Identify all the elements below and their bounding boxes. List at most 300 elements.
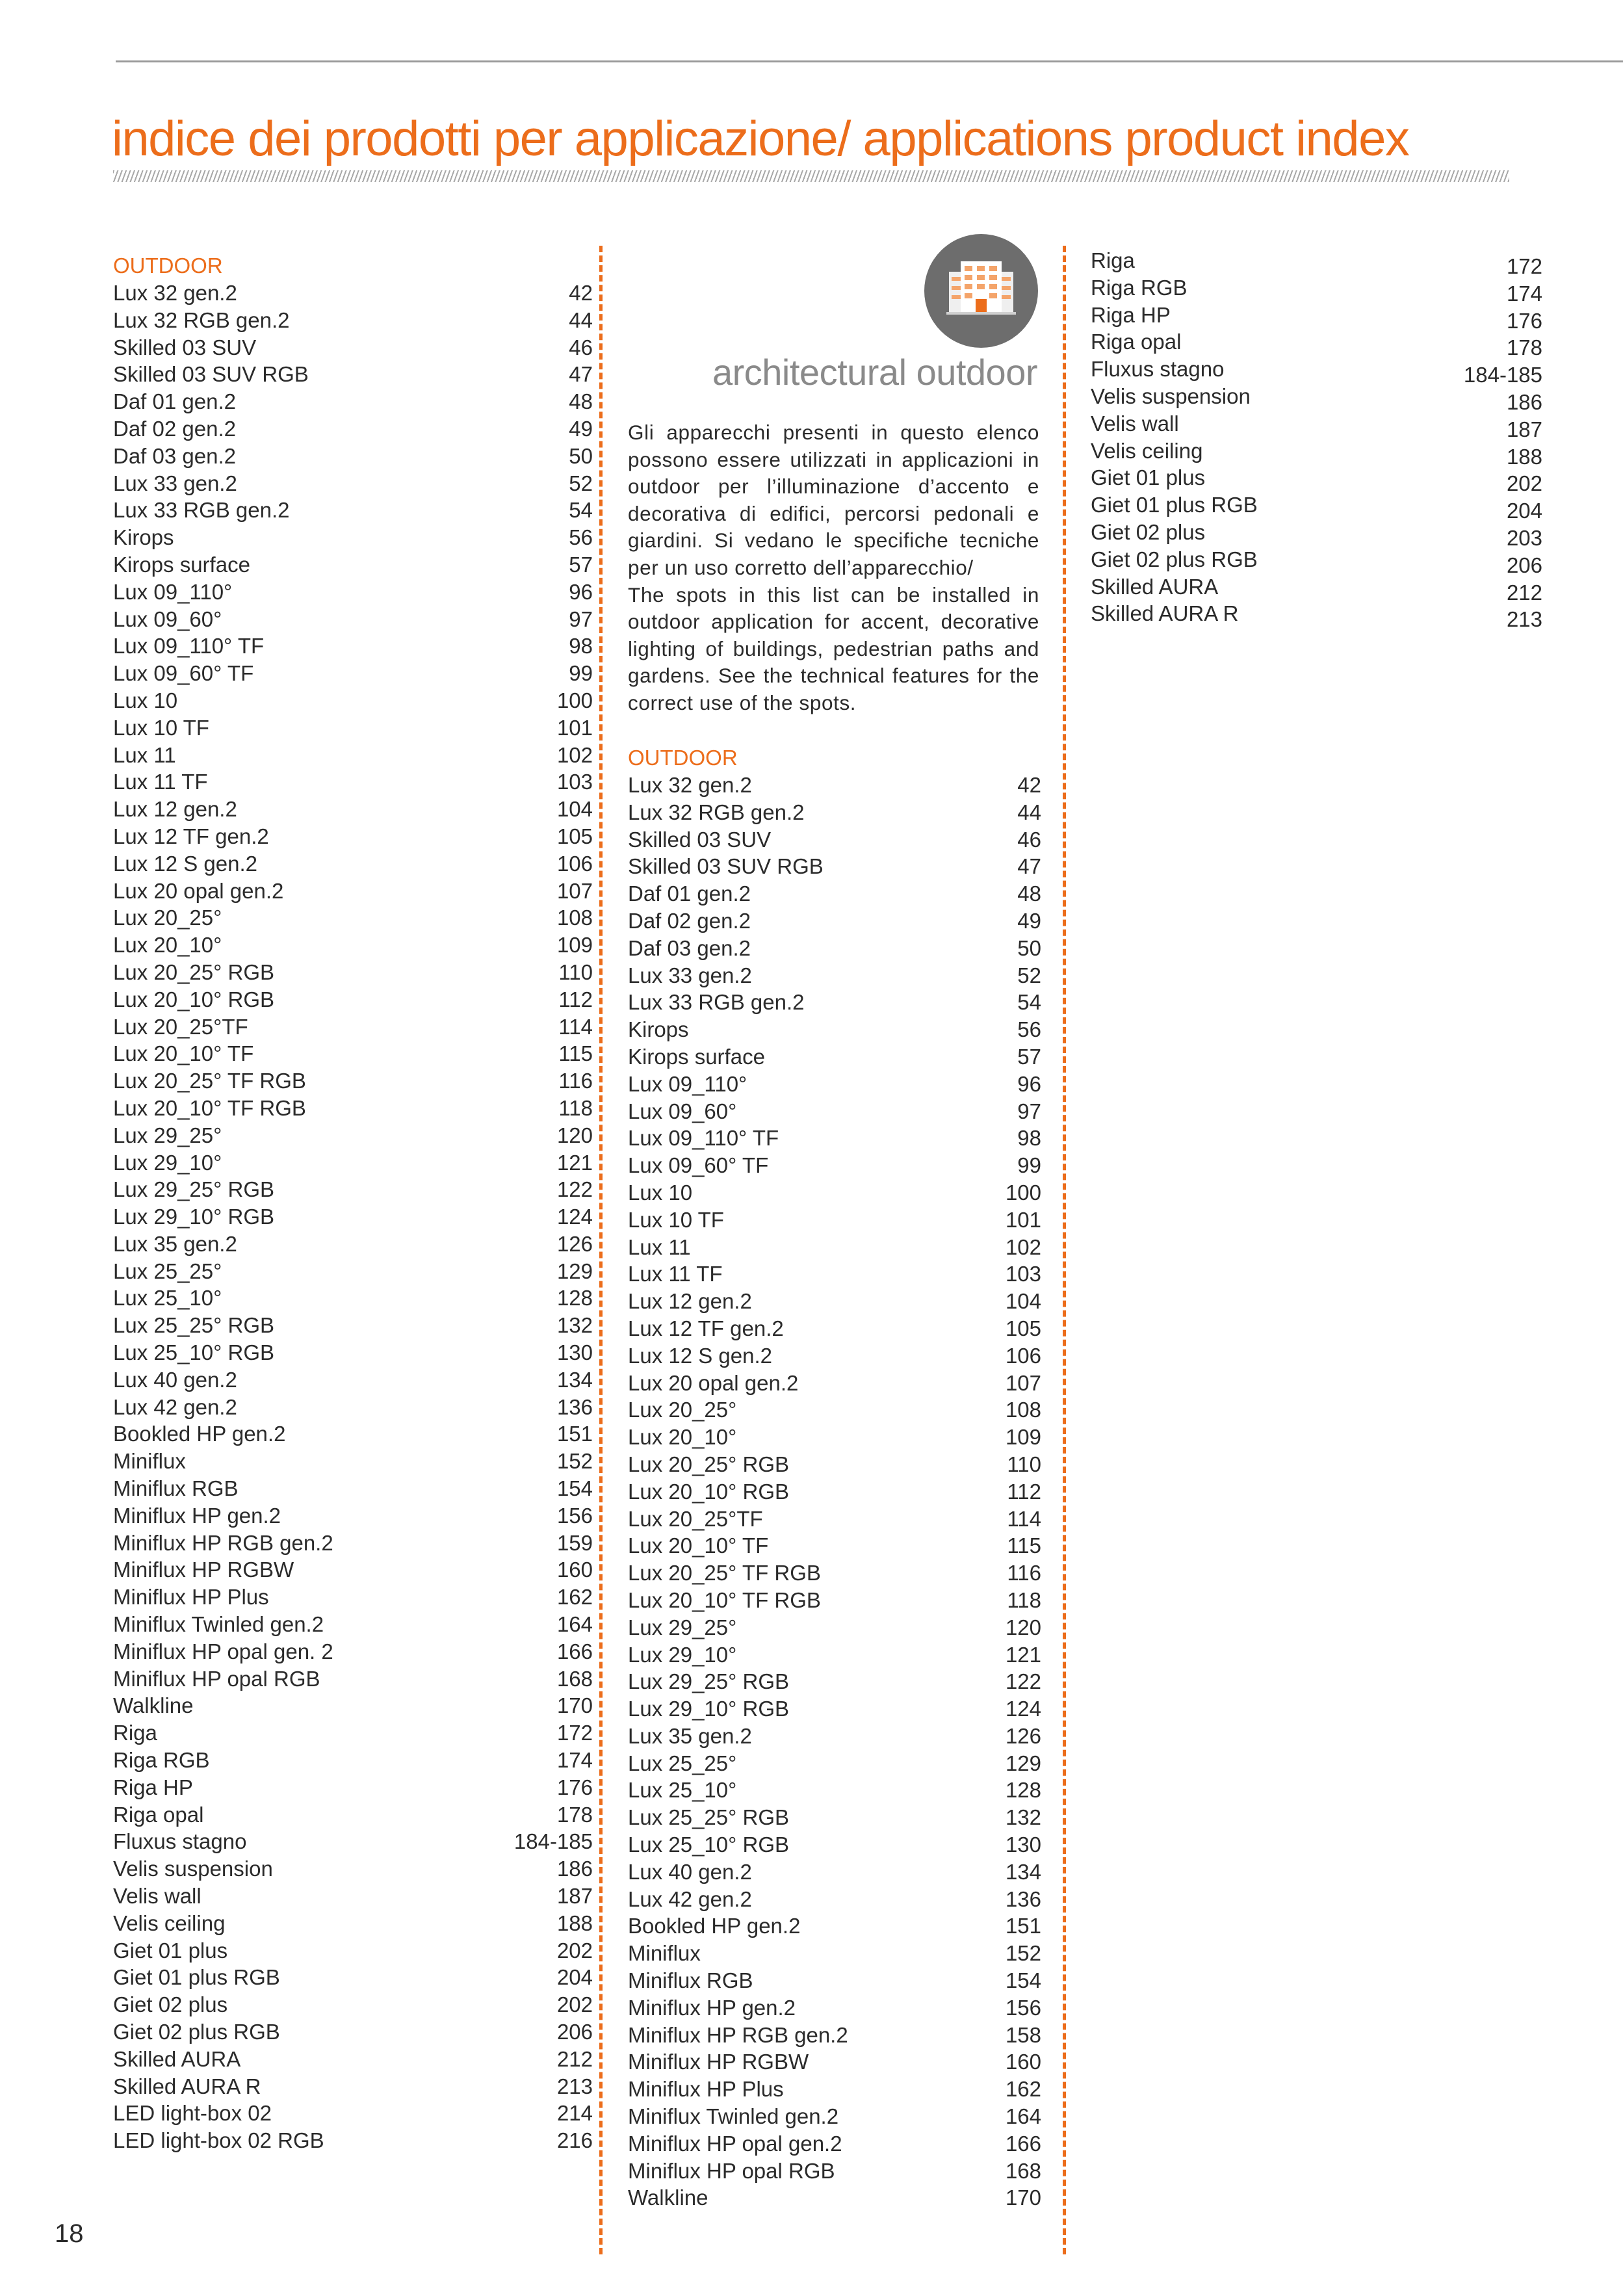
list-item [628, 1804, 1041, 1831]
page-ref: 160 [556, 1558, 593, 1582]
list-item [113, 497, 593, 524]
page-ref: 50 [569, 443, 593, 468]
product-name: Miniflux HP RGB gen.2 [628, 2022, 848, 2047]
product-name: Lux 20_25° TF RGB [628, 1561, 821, 1585]
list-item [113, 633, 593, 660]
list-item [113, 714, 593, 742]
intro-paragraph [628, 419, 1039, 717]
product-name: Lux 10 TF [113, 715, 209, 740]
section-title-outdoor: OUTDOOR [628, 746, 738, 770]
list-item [628, 1641, 1041, 1669]
product-name: Daf 02 gen.2 [113, 416, 236, 441]
list-item [628, 1859, 1041, 1886]
product-name: Skilled 03 SUV [113, 335, 257, 359]
page-ref: 103 [556, 770, 593, 794]
list-item [113, 1312, 593, 1339]
product-name: Miniflux HP opal gen.2 [628, 2131, 842, 2156]
page-ref: 109 [1005, 1425, 1041, 1450]
page-ref: 186 [556, 1857, 593, 1881]
product-name: Lux 10 [628, 1180, 693, 1205]
list-item [1091, 573, 1542, 605]
page-ref: 158 [1005, 2022, 1041, 2047]
top-rule [116, 60, 1623, 62]
list-item [628, 1098, 1041, 1125]
product-name: Lux 25_10° RGB [113, 1340, 275, 1365]
page-ref: 105 [556, 824, 593, 848]
list-item [1091, 519, 1542, 550]
list-item [1091, 302, 1542, 333]
page-ref: 110 [1007, 1452, 1041, 1476]
product-name: Miniflux Twinled gen.2 [628, 2104, 839, 2129]
product-name: Miniflux HP gen.2 [113, 1503, 281, 1528]
page-ref: 100 [1005, 1180, 1041, 1205]
product-name: Lux 20_25°TF [628, 1506, 763, 1531]
page-ref: 48 [569, 389, 593, 414]
product-name: Lux 12 S gen.2 [628, 1343, 773, 1368]
list-item [113, 1964, 593, 1991]
list-item [113, 1040, 593, 1067]
product-name: Lux 29_10° [628, 1642, 737, 1667]
list-item [113, 1638, 593, 1665]
building-icon [924, 234, 1038, 348]
list-item [628, 1016, 1041, 1043]
list-item [113, 1067, 593, 1095]
product-name: Lux 11 [628, 1234, 691, 1259]
page-ref: 172 [556, 1721, 593, 1745]
page-ref: 136 [1005, 1886, 1041, 1911]
list-item [113, 280, 593, 307]
intro-text-english: The spots in this list can be installed in outdoor application for accent, decorative lighting of buildings, pedestrian paths and gardens. See the technical features for the correct use of the spots. [628, 582, 1039, 714]
page-ref: 124 [556, 1205, 593, 1229]
page-ref: 96 [1017, 1071, 1041, 1096]
list-item [113, 768, 593, 796]
product-name: Miniflux HP opal gen. 2 [113, 1639, 333, 1663]
page-ref: 99 [569, 661, 593, 686]
page-ref: 97 [1017, 1099, 1041, 1123]
product-name: Miniflux HP opal RGB [113, 1666, 320, 1691]
product-name: Skilled 03 SUV RGB [628, 854, 824, 879]
section-title-outdoor: OUTDOOR [113, 254, 223, 278]
list-item [628, 1396, 1041, 1424]
product-name: Lux 32 gen.2 [628, 773, 752, 797]
page-ref: 107 [556, 878, 593, 903]
product-name: Giet 02 plus RGB [113, 2020, 280, 2044]
list-item [628, 1777, 1041, 1804]
product-name: Giet 02 plus RGB [1091, 547, 1258, 571]
page-ref: 202 [556, 1992, 593, 2017]
page-ref: 121 [1005, 1642, 1041, 1667]
list-item [628, 1315, 1041, 1342]
product-name: Lux 33 RGB gen.2 [628, 990, 805, 1015]
list-item [113, 2046, 593, 2073]
list-item [113, 1149, 593, 1177]
page-ref: 44 [569, 307, 593, 332]
page-ref: 186 [1506, 389, 1542, 414]
page-ref: 136 [556, 1394, 593, 1419]
product-name: Giet 02 plus [1091, 519, 1206, 544]
product-name: Riga [113, 1721, 157, 1745]
page-ref: 154 [556, 1476, 593, 1501]
product-name: Lux 29_10° RGB [113, 1205, 275, 1229]
list-item [628, 2184, 1041, 2211]
list-item [628, 989, 1041, 1016]
product-name: Lux 32 gen.2 [113, 281, 237, 305]
product-name: Lux 20_10° [113, 933, 222, 958]
page-ref: 101 [1005, 1207, 1041, 1232]
list-item [113, 1991, 593, 2018]
product-name: LED light-box 02 [113, 2101, 272, 2126]
list-item [628, 2048, 1041, 2076]
page-ref: 129 [556, 1259, 593, 1283]
page-ref: 114 [1007, 1506, 1041, 1531]
product-name: Daf 01 gen.2 [113, 389, 236, 414]
list-item [113, 878, 593, 905]
product-name: Lux 29_25° RGB [628, 1669, 790, 1694]
list-item [628, 1179, 1041, 1207]
list-item [113, 1556, 593, 1584]
page-ref: 184-185 [513, 1829, 593, 1854]
list-item [113, 1883, 593, 1910]
list-item [628, 1207, 1041, 1234]
product-name: Velis wall [1091, 411, 1179, 436]
list-item [113, 932, 593, 959]
product-name: Riga [1091, 248, 1135, 272]
page-ref: 102 [556, 742, 593, 767]
product-list [1091, 247, 1542, 632]
page-ref: 151 [1005, 1914, 1041, 1938]
product-name: Kirops surface [628, 1044, 765, 1069]
product-list [628, 772, 1041, 2211]
product-name: Lux 09_60° TF [113, 661, 254, 686]
page-ref: 54 [1017, 990, 1041, 1015]
product-name: Riga HP [1091, 302, 1171, 327]
list-item [113, 1719, 593, 1747]
page-ref: 106 [556, 851, 593, 876]
page-ref: 105 [1005, 1316, 1041, 1340]
list-item [113, 1258, 593, 1285]
product-name: Kirops surface [113, 552, 250, 577]
page-ref: 112 [1007, 1479, 1041, 1504]
list-item [113, 687, 593, 714]
list-item [628, 799, 1041, 826]
list-item [628, 1750, 1041, 1777]
page-ref: 112 [558, 987, 593, 1011]
product-name: Giet 01 plus [113, 1938, 228, 1963]
page-ref: 106 [1005, 1343, 1041, 1368]
page-ref: 57 [569, 552, 593, 577]
page-ref: 184-185 [1463, 363, 1542, 387]
list-item [113, 334, 593, 361]
list-item [628, 1370, 1041, 1397]
list-item [1091, 464, 1542, 496]
product-name: Lux 33 RGB gen.2 [113, 498, 290, 523]
page-title: indice dei prodotti per applicazione/ applications product index [112, 111, 1409, 166]
list-item [113, 904, 593, 932]
list-item [1091, 546, 1542, 577]
product-name: Miniflux HP RGBW [113, 1558, 294, 1582]
title-hatch-rule [113, 170, 1509, 182]
product-name: Riga opal [113, 1802, 204, 1827]
page-ref: 203 [1506, 525, 1542, 550]
page-ref: 162 [556, 1585, 593, 1610]
list-item [628, 1478, 1041, 1506]
page-ref: 212 [556, 2046, 593, 2071]
page-ref: 170 [1005, 2185, 1041, 2210]
page-ref: 134 [556, 1367, 593, 1392]
page-ref: 213 [1506, 607, 1542, 632]
product-name: Lux 25_25° RGB [113, 1313, 275, 1338]
product-name: Lux 11 TF [628, 1262, 723, 1286]
list-item [113, 1366, 593, 1394]
product-name: Velis wall [113, 1884, 201, 1909]
product-name: Miniflux [628, 1941, 701, 1966]
list-item [113, 579, 593, 606]
list-item [113, 850, 593, 878]
list-item [113, 1394, 593, 1421]
page-ref: 126 [556, 1231, 593, 1256]
product-name: Miniflux HP gen.2 [628, 1995, 796, 2020]
page-ref: 47 [1017, 854, 1041, 879]
product-name: Skilled AURA R [113, 2074, 261, 2098]
page-ref: 56 [569, 525, 593, 550]
list-item [113, 2100, 593, 2127]
list-item [113, 1584, 593, 1611]
product-name: Daf 02 gen.2 [628, 908, 751, 933]
product-name: Lux 09_60° [628, 1099, 737, 1123]
product-name: Kirops [113, 525, 174, 550]
product-name: Lux 25_25° [628, 1751, 737, 1775]
product-index-right-column [1091, 247, 1542, 632]
product-name: Lux 20 opal gen.2 [628, 1370, 799, 1395]
list-item [628, 1940, 1041, 1967]
product-name: Lux 20_10° TF RGB [628, 1587, 821, 1612]
list-item [113, 959, 593, 986]
product-name: Kirops [628, 1017, 689, 1042]
list-item [628, 2022, 1041, 2049]
product-name: Giet 01 plus RGB [113, 1965, 280, 1990]
page-ref: 154 [1005, 1968, 1041, 1993]
product-name: Velis suspension [113, 1857, 273, 1881]
product-name: Lux 20_10° TF RGB [113, 1095, 306, 1120]
list-item [1091, 410, 1542, 441]
page-ref: 121 [556, 1150, 593, 1175]
product-name: Lux 29_10° [113, 1150, 222, 1175]
product-name: Lux 09_110° [628, 1071, 747, 1096]
list-item [113, 2127, 593, 2154]
product-name: Lux 29_25° RGB [113, 1177, 275, 1202]
list-item [113, 660, 593, 687]
page-ref: 52 [1017, 963, 1041, 987]
page-ref: 126 [1005, 1723, 1041, 1748]
list-item [628, 1260, 1041, 1288]
page-ref: 118 [558, 1095, 593, 1120]
list-item [628, 1071, 1041, 1098]
list-item [113, 551, 593, 579]
product-name: Velis ceiling [1091, 438, 1203, 463]
list-item [628, 1125, 1041, 1152]
list-item [113, 307, 593, 334]
product-name: Lux 29_10° RGB [628, 1697, 790, 1721]
list-item [628, 2130, 1041, 2158]
product-name: Riga RGB [113, 1748, 210, 1773]
product-name: Lux 12 TF gen.2 [628, 1316, 784, 1340]
list-item [113, 1855, 593, 1883]
list-item [628, 2103, 1041, 2130]
page-ref: 174 [1506, 281, 1542, 306]
list-item [113, 2073, 593, 2100]
product-name: Lux 20 opal gen.2 [113, 878, 284, 903]
list-item [628, 1723, 1041, 1750]
list-item [113, 1530, 593, 1557]
page-ref: 98 [1017, 1126, 1041, 1151]
page-number: 18 [55, 2219, 84, 2248]
product-name: Velis ceiling [113, 1911, 226, 1935]
list-item [628, 2076, 1041, 2103]
list-item [113, 1203, 593, 1231]
product-name: Daf 03 gen.2 [628, 935, 751, 960]
page-ref: 99 [1017, 1153, 1041, 1178]
page-ref: 103 [1005, 1262, 1041, 1286]
page-ref: 120 [1005, 1615, 1041, 1639]
page-ref: 48 [1017, 881, 1041, 906]
page-ref: 107 [1005, 1370, 1041, 1395]
page-ref: 115 [1007, 1533, 1041, 1558]
product-name: Lux 09_60° [113, 607, 222, 631]
page-ref: 164 [1005, 2104, 1041, 2129]
list-item [113, 1013, 593, 1041]
page-ref: 52 [569, 471, 593, 495]
list-item [628, 1451, 1041, 1478]
page-ref: 44 [1017, 800, 1041, 824]
list-item [628, 1695, 1041, 1723]
page-ref: 168 [1005, 2158, 1041, 2183]
product-name: Lux 25_25° [113, 1259, 222, 1283]
list-item [628, 1967, 1041, 1994]
product-index-left-column [113, 252, 593, 2154]
list-item [113, 1910, 593, 1937]
product-name: Fluxus stagno [113, 1829, 247, 1854]
list-item [113, 415, 593, 443]
page-ref: 49 [1017, 908, 1041, 933]
product-name: Lux 40 gen.2 [113, 1367, 237, 1392]
product-name: Lux 29_25° [113, 1123, 222, 1147]
list-item [113, 1774, 593, 1801]
list-item [113, 361, 593, 388]
list-item [628, 1831, 1041, 1859]
page-ref: 132 [1005, 1805, 1041, 1830]
product-name: Lux 35 gen.2 [113, 1231, 237, 1256]
list-item [628, 1234, 1041, 1261]
list-item [628, 826, 1041, 854]
list-item [113, 1692, 593, 1719]
page-ref: 120 [556, 1123, 593, 1147]
list-item [628, 907, 1041, 935]
page-ref: 50 [1017, 935, 1041, 960]
page-ref: 42 [569, 281, 593, 305]
product-name: Lux 20_25° [113, 906, 222, 930]
list-item [113, 1828, 593, 1855]
page-ref: 97 [569, 607, 593, 631]
page-ref: 204 [1506, 499, 1542, 523]
page-ref: 160 [1005, 2050, 1041, 2074]
list-item [1091, 247, 1542, 278]
page-ref: 122 [556, 1177, 593, 1202]
page-ref: 164 [556, 1612, 593, 1637]
product-name: Lux 20_10° TF [113, 1041, 254, 1066]
page-ref: 166 [556, 1639, 593, 1663]
list-item [113, 470, 593, 497]
page-ref: 98 [569, 634, 593, 659]
list-item [628, 1424, 1041, 1451]
page-ref: 206 [556, 2020, 593, 2044]
list-item [113, 1448, 593, 1475]
list-item [628, 1342, 1041, 1370]
section-heading: architectural outdoor [712, 352, 1037, 393]
page-ref: 176 [1506, 308, 1542, 333]
product-name: Lux 35 gen.2 [628, 1723, 752, 1748]
list-item [113, 1475, 593, 1502]
page-ref: 151 [556, 1422, 593, 1446]
product-name: Lux 09_110° [113, 579, 233, 604]
page-ref: 132 [556, 1313, 593, 1338]
page-ref: 47 [569, 362, 593, 387]
product-name: Walkline [628, 2185, 708, 2210]
page-ref: 166 [1005, 2131, 1041, 2156]
product-name: Giet 01 plus [1091, 465, 1206, 490]
list-item [628, 1994, 1041, 2022]
list-item [628, 1912, 1041, 1940]
product-name: Riga opal [1091, 330, 1182, 354]
page-ref: 42 [1017, 773, 1041, 797]
product-name: Lux 12 S gen.2 [113, 851, 258, 876]
page-ref: 124 [1005, 1697, 1041, 1721]
list-item [113, 606, 593, 633]
product-name: Lux 25_10° RGB [628, 1833, 790, 1857]
list-item [1091, 600, 1542, 632]
list-item [628, 1288, 1041, 1315]
page-ref: 46 [569, 335, 593, 359]
column-divider [599, 246, 603, 2254]
page-ref: 114 [558, 1014, 593, 1039]
list-item [628, 1614, 1041, 1641]
page-ref: 116 [1007, 1561, 1041, 1585]
list-item [628, 935, 1041, 962]
page-ref: 118 [1007, 1587, 1041, 1612]
product-name: Skilled AURA [113, 2046, 241, 2071]
page-ref: 214 [556, 2101, 593, 2126]
product-name: Velis suspension [1091, 384, 1251, 408]
product-name: Lux 20_10° RGB [628, 1479, 790, 1504]
product-name: Lux 25_10° [628, 1778, 737, 1803]
list-item [628, 962, 1041, 989]
product-list [113, 280, 593, 2154]
product-name: Skilled AURA [1091, 574, 1219, 599]
page-ref: 152 [1005, 1941, 1041, 1966]
list-item [628, 1668, 1041, 1695]
product-name: Miniflux Twinled gen.2 [113, 1612, 324, 1637]
product-name: Lux 32 RGB gen.2 [628, 800, 805, 824]
page-ref: 128 [556, 1286, 593, 1311]
list-item [628, 772, 1041, 799]
page-ref: 102 [1005, 1234, 1041, 1259]
page-ref: 176 [556, 1775, 593, 1799]
product-name: Lux 11 TF [113, 770, 208, 794]
list-item [628, 1152, 1041, 1179]
product-name: Miniflux [113, 1449, 186, 1474]
list-item [113, 1747, 593, 1774]
product-name: Lux 20_10° TF [628, 1533, 769, 1558]
list-item [628, 880, 1041, 907]
